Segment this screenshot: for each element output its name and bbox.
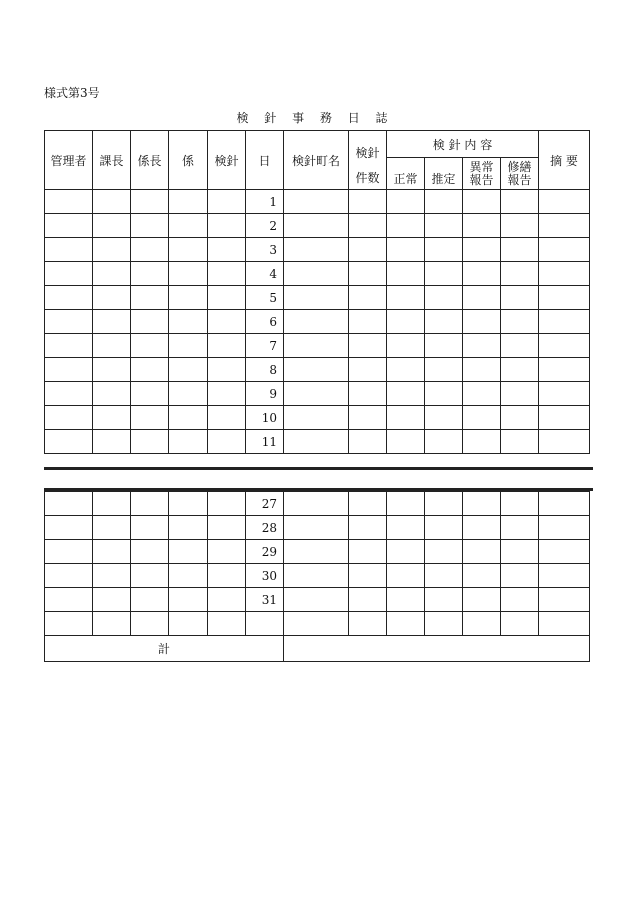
entry-cell[interactable] <box>131 516 169 540</box>
entry-cell[interactable] <box>208 492 246 516</box>
page-break-line-top <box>44 467 593 470</box>
entry-cell[interactable] <box>463 430 501 454</box>
entry-cell[interactable] <box>539 238 590 262</box>
entry-cell[interactable] <box>131 334 169 358</box>
header-kakari: 係 <box>169 131 208 190</box>
entry-cell[interactable] <box>131 190 169 214</box>
entry-cell[interactable] <box>131 588 169 612</box>
entry-cell[interactable] <box>284 516 349 540</box>
entry-cell[interactable] <box>45 238 93 262</box>
entry-cell[interactable] <box>463 262 501 286</box>
entry-cell[interactable] <box>208 334 246 358</box>
entry-cell[interactable] <box>463 516 501 540</box>
entry-cell[interactable] <box>45 382 93 406</box>
entry-cell[interactable] <box>349 516 387 540</box>
entry-cell[interactable] <box>169 516 208 540</box>
day-number: 3 <box>246 238 284 262</box>
entry-cell[interactable] <box>539 358 590 382</box>
entry-cell[interactable] <box>284 238 349 262</box>
entry-cell[interactable] <box>425 406 463 430</box>
entry-cell[interactable] <box>93 430 131 454</box>
entry-cell[interactable] <box>501 588 539 612</box>
entry-cell[interactable] <box>93 588 131 612</box>
entry-cell[interactable] <box>387 238 425 262</box>
entry-cell[interactable] <box>93 262 131 286</box>
entry-cell[interactable] <box>169 262 208 286</box>
day-row <box>45 430 590 454</box>
entry-cell[interactable] <box>284 540 349 564</box>
entry-cell[interactable] <box>349 406 387 430</box>
entry-cell[interactable] <box>169 612 208 636</box>
entry-cell[interactable] <box>45 406 93 430</box>
entry-cell[interactable] <box>539 516 590 540</box>
entry-cell[interactable] <box>539 382 590 406</box>
entry-cell[interactable] <box>387 516 425 540</box>
entry-cell[interactable] <box>93 612 131 636</box>
entry-cell[interactable] <box>93 190 131 214</box>
day-number: 10 <box>246 406 284 430</box>
entry-cell[interactable] <box>501 286 539 310</box>
entry-cell[interactable] <box>349 262 387 286</box>
entry-cell[interactable] <box>131 358 169 382</box>
entry-cell[interactable] <box>501 516 539 540</box>
entry-cell[interactable] <box>45 540 93 564</box>
entry-cell[interactable] <box>169 334 208 358</box>
entry-cell[interactable] <box>425 382 463 406</box>
entry-cell[interactable] <box>169 238 208 262</box>
header-abnormal-report <box>463 158 501 190</box>
entry-cell[interactable] <box>93 238 131 262</box>
entry-cell[interactable] <box>463 612 501 636</box>
entry-cell[interactable] <box>501 492 539 516</box>
entry-cell[interactable] <box>463 214 501 238</box>
entry-cell[interactable] <box>284 214 349 238</box>
entry-cell[interactable] <box>387 430 425 454</box>
entry-cell[interactable] <box>387 540 425 564</box>
day-number: 9 <box>246 382 284 406</box>
total-value[interactable] <box>284 636 590 662</box>
entry-cell[interactable] <box>93 310 131 334</box>
header-count <box>349 131 387 190</box>
entry-cell[interactable] <box>208 516 246 540</box>
day-number <box>246 612 284 636</box>
entry-cell[interactable] <box>539 588 590 612</box>
entry-cell[interactable] <box>45 214 93 238</box>
entry-cell[interactable] <box>208 430 246 454</box>
header-count-bottom: 件数 <box>355 171 380 185</box>
entry-cell[interactable] <box>131 214 169 238</box>
day-number: 8 <box>246 358 284 382</box>
entry-cell[interactable] <box>45 286 93 310</box>
entry-cell[interactable] <box>45 492 93 516</box>
entry-cell[interactable] <box>387 190 425 214</box>
entry-cell[interactable] <box>501 430 539 454</box>
header-count-top: 検針 <box>355 146 380 160</box>
entry-cell[interactable] <box>501 214 539 238</box>
entry-cell[interactable] <box>93 492 131 516</box>
entry-cell[interactable] <box>45 564 93 588</box>
entry-cell[interactable] <box>45 430 93 454</box>
entry-cell[interactable] <box>539 334 590 358</box>
entry-cell[interactable] <box>463 190 501 214</box>
header-remarks: 摘 要 <box>539 131 590 190</box>
entry-cell[interactable] <box>169 286 208 310</box>
entry-cell[interactable] <box>425 310 463 334</box>
header-kakarichou: 係長 <box>131 131 169 190</box>
day-row <box>45 334 590 358</box>
entry-cell[interactable] <box>425 262 463 286</box>
entry-cell[interactable] <box>208 310 246 334</box>
entry-cell[interactable] <box>349 492 387 516</box>
entry-cell[interactable] <box>131 262 169 286</box>
entry-cell[interactable] <box>93 516 131 540</box>
day-number: 2 <box>246 214 284 238</box>
day-row <box>45 540 590 564</box>
entry-cell[interactable] <box>208 358 246 382</box>
entry-cell[interactable] <box>45 358 93 382</box>
day-row <box>45 214 590 238</box>
entry-cell[interactable] <box>501 540 539 564</box>
entry-cell[interactable] <box>463 564 501 588</box>
entry-cell[interactable] <box>349 382 387 406</box>
entry-cell[interactable] <box>463 310 501 334</box>
entry-cell[interactable] <box>463 286 501 310</box>
header-repair-2: 報告 <box>507 172 532 187</box>
entry-cell[interactable] <box>93 564 131 588</box>
entry-cell[interactable] <box>208 262 246 286</box>
entry-cell[interactable] <box>387 564 425 588</box>
entry-cell[interactable] <box>45 588 93 612</box>
entry-cell[interactable] <box>284 612 349 636</box>
entry-cell[interactable] <box>208 588 246 612</box>
entry-cell[interactable] <box>93 406 131 430</box>
entry-cell[interactable] <box>387 286 425 310</box>
day-row <box>45 516 590 540</box>
entry-cell[interactable] <box>208 540 246 564</box>
entry-cell[interactable] <box>45 334 93 358</box>
day-row <box>45 492 590 516</box>
entry-cell[interactable] <box>169 588 208 612</box>
form-title: 検 針 事 務 日 誌 <box>236 111 394 125</box>
entry-cell[interactable] <box>387 310 425 334</box>
entry-cell[interactable] <box>387 358 425 382</box>
entry-cell[interactable] <box>387 612 425 636</box>
entry-cell[interactable] <box>169 406 208 430</box>
entry-cell[interactable] <box>284 406 349 430</box>
entry-cell[interactable] <box>463 492 501 516</box>
entry-cell[interactable] <box>387 334 425 358</box>
entry-cell[interactable] <box>539 286 590 310</box>
entry-cell[interactable] <box>93 334 131 358</box>
entry-cell[interactable] <box>169 358 208 382</box>
entry-cell[interactable] <box>425 588 463 612</box>
entry-cell[interactable] <box>169 430 208 454</box>
entry-cell[interactable] <box>169 492 208 516</box>
day-number: 30 <box>246 564 284 588</box>
entry-cell[interactable] <box>349 430 387 454</box>
entry-cell[interactable] <box>208 382 246 406</box>
entry-cell[interactable] <box>387 382 425 406</box>
day-number: 31 <box>246 588 284 612</box>
header-contents: 検 針 内 容 <box>387 131 539 158</box>
entry-cell[interactable] <box>208 612 246 636</box>
entry-cell[interactable] <box>208 238 246 262</box>
entry-cell[interactable] <box>45 516 93 540</box>
day-row <box>45 358 590 382</box>
entry-cell[interactable] <box>425 564 463 588</box>
entry-cell[interactable] <box>131 310 169 334</box>
entry-cell[interactable] <box>284 588 349 612</box>
entry-cell[interactable] <box>131 540 169 564</box>
header-town-name: 検針町名 <box>284 131 349 190</box>
entry-cell[interactable] <box>284 334 349 358</box>
day-number: 11 <box>246 430 284 454</box>
entry-cell[interactable] <box>425 492 463 516</box>
entry-cell[interactable] <box>349 358 387 382</box>
entry-cell[interactable] <box>208 190 246 214</box>
entry-cell[interactable] <box>501 406 539 430</box>
entry-cell[interactable] <box>539 612 590 636</box>
day-row <box>45 310 590 334</box>
entry-cell[interactable] <box>425 190 463 214</box>
entry-cell[interactable] <box>501 564 539 588</box>
entry-cell[interactable] <box>463 334 501 358</box>
header-estimated: 推定 <box>425 158 463 190</box>
entry-cell[interactable] <box>131 430 169 454</box>
entry-cell[interactable] <box>349 286 387 310</box>
day-number: 5 <box>246 286 284 310</box>
header-abnormal-1: 異常 <box>469 159 494 174</box>
entry-cell[interactable] <box>539 564 590 588</box>
entry-cell[interactable] <box>425 540 463 564</box>
entry-cell[interactable] <box>501 190 539 214</box>
entry-cell[interactable] <box>169 310 208 334</box>
entry-cell[interactable] <box>463 238 501 262</box>
day-number: 1 <box>246 190 284 214</box>
form-number: 様式第3号 <box>44 86 100 100</box>
entry-cell[interactable] <box>425 516 463 540</box>
header-kanrisha: 管理者 <box>45 131 93 190</box>
day-number: 6 <box>246 310 284 334</box>
day-number: 28 <box>246 516 284 540</box>
entry-cell[interactable] <box>463 588 501 612</box>
entry-cell[interactable] <box>284 382 349 406</box>
entry-cell[interactable] <box>425 238 463 262</box>
entry-cell[interactable] <box>425 286 463 310</box>
entry-cell[interactable] <box>45 190 93 214</box>
entry-cell[interactable] <box>169 382 208 406</box>
entry-cell[interactable] <box>501 382 539 406</box>
entry-cell[interactable] <box>463 540 501 564</box>
entry-cell[interactable] <box>425 334 463 358</box>
entry-cell[interactable] <box>93 214 131 238</box>
entry-cell[interactable] <box>501 334 539 358</box>
inspection-log-table-top <box>44 130 590 454</box>
day-row <box>45 612 590 636</box>
header-repair-report <box>501 158 539 190</box>
entry-cell[interactable] <box>387 262 425 286</box>
entry-cell[interactable] <box>131 492 169 516</box>
entry-cell[interactable] <box>425 430 463 454</box>
entry-cell[interactable] <box>463 382 501 406</box>
header-kachou: 課長 <box>93 131 131 190</box>
day-number: 27 <box>246 492 284 516</box>
entry-cell[interactable] <box>463 406 501 430</box>
entry-cell[interactable] <box>93 540 131 564</box>
entry-cell[interactable] <box>539 406 590 430</box>
entry-cell[interactable] <box>349 190 387 214</box>
entry-cell[interactable] <box>425 214 463 238</box>
entry-cell[interactable] <box>284 564 349 588</box>
entry-cell[interactable] <box>169 214 208 238</box>
entry-cell[interactable] <box>169 190 208 214</box>
entry-cell[interactable] <box>349 564 387 588</box>
entry-cell[interactable] <box>463 358 501 382</box>
entry-cell[interactable] <box>539 190 590 214</box>
entry-cell[interactable] <box>131 286 169 310</box>
entry-cell[interactable] <box>387 492 425 516</box>
entry-cell[interactable] <box>93 286 131 310</box>
day-row <box>45 564 590 588</box>
day-row <box>45 382 590 406</box>
entry-cell[interactable] <box>284 310 349 334</box>
header-day: 日 <box>246 131 284 190</box>
entry-cell[interactable] <box>131 238 169 262</box>
entry-cell[interactable] <box>387 406 425 430</box>
header-kenshin: 検針 <box>208 131 246 190</box>
inspection-log-table-bottom <box>44 491 590 662</box>
entry-cell[interactable] <box>45 310 93 334</box>
day-row <box>45 238 590 262</box>
entry-cell[interactable] <box>539 310 590 334</box>
entry-cell[interactable] <box>539 214 590 238</box>
entry-cell[interactable] <box>539 430 590 454</box>
total-row <box>45 636 590 662</box>
entry-cell[interactable] <box>501 262 539 286</box>
entry-cell[interactable] <box>284 430 349 454</box>
entry-cell[interactable] <box>501 612 539 636</box>
day-row <box>45 262 590 286</box>
entry-cell[interactable] <box>501 238 539 262</box>
day-row <box>45 406 590 430</box>
entry-cell[interactable] <box>208 214 246 238</box>
entry-cell[interactable] <box>387 588 425 612</box>
day-number: 29 <box>246 540 284 564</box>
entry-cell[interactable] <box>349 214 387 238</box>
entry-cell[interactable] <box>208 406 246 430</box>
entry-cell[interactable] <box>539 540 590 564</box>
day-row <box>45 190 590 214</box>
entry-cell[interactable] <box>349 310 387 334</box>
day-row <box>45 286 590 310</box>
entry-cell[interactable] <box>349 334 387 358</box>
entry-cell[interactable] <box>539 262 590 286</box>
day-number: 7 <box>246 334 284 358</box>
entry-cell[interactable] <box>131 406 169 430</box>
entry-cell[interactable] <box>169 540 208 564</box>
entry-cell[interactable] <box>284 492 349 516</box>
entry-cell[interactable] <box>539 492 590 516</box>
entry-cell[interactable] <box>501 310 539 334</box>
entry-cell[interactable] <box>387 214 425 238</box>
entry-cell[interactable] <box>131 612 169 636</box>
entry-cell[interactable] <box>45 612 93 636</box>
header-repair-1: 修繕 <box>507 159 532 174</box>
header-abnormal-2: 報告 <box>469 172 494 187</box>
entry-cell[interactable] <box>284 286 349 310</box>
total-label: 計 <box>45 636 284 662</box>
entry-cell[interactable] <box>284 358 349 382</box>
entry-cell[interactable] <box>425 358 463 382</box>
entry-cell[interactable] <box>349 612 387 636</box>
entry-cell[interactable] <box>425 612 463 636</box>
entry-cell[interactable] <box>45 262 93 286</box>
day-row <box>45 588 590 612</box>
header-normal: 正常 <box>387 158 425 190</box>
entry-cell[interactable] <box>208 286 246 310</box>
entry-cell[interactable] <box>131 564 169 588</box>
entry-cell[interactable] <box>501 358 539 382</box>
entry-cell[interactable] <box>93 358 131 382</box>
entry-cell[interactable] <box>169 564 208 588</box>
entry-cell[interactable] <box>208 564 246 588</box>
entry-cell[interactable] <box>131 382 169 406</box>
entry-cell[interactable] <box>284 262 349 286</box>
entry-cell[interactable] <box>349 588 387 612</box>
entry-cell[interactable] <box>93 382 131 406</box>
entry-cell[interactable] <box>349 238 387 262</box>
day-number: 4 <box>246 262 284 286</box>
entry-cell[interactable] <box>349 540 387 564</box>
entry-cell[interactable] <box>284 190 349 214</box>
